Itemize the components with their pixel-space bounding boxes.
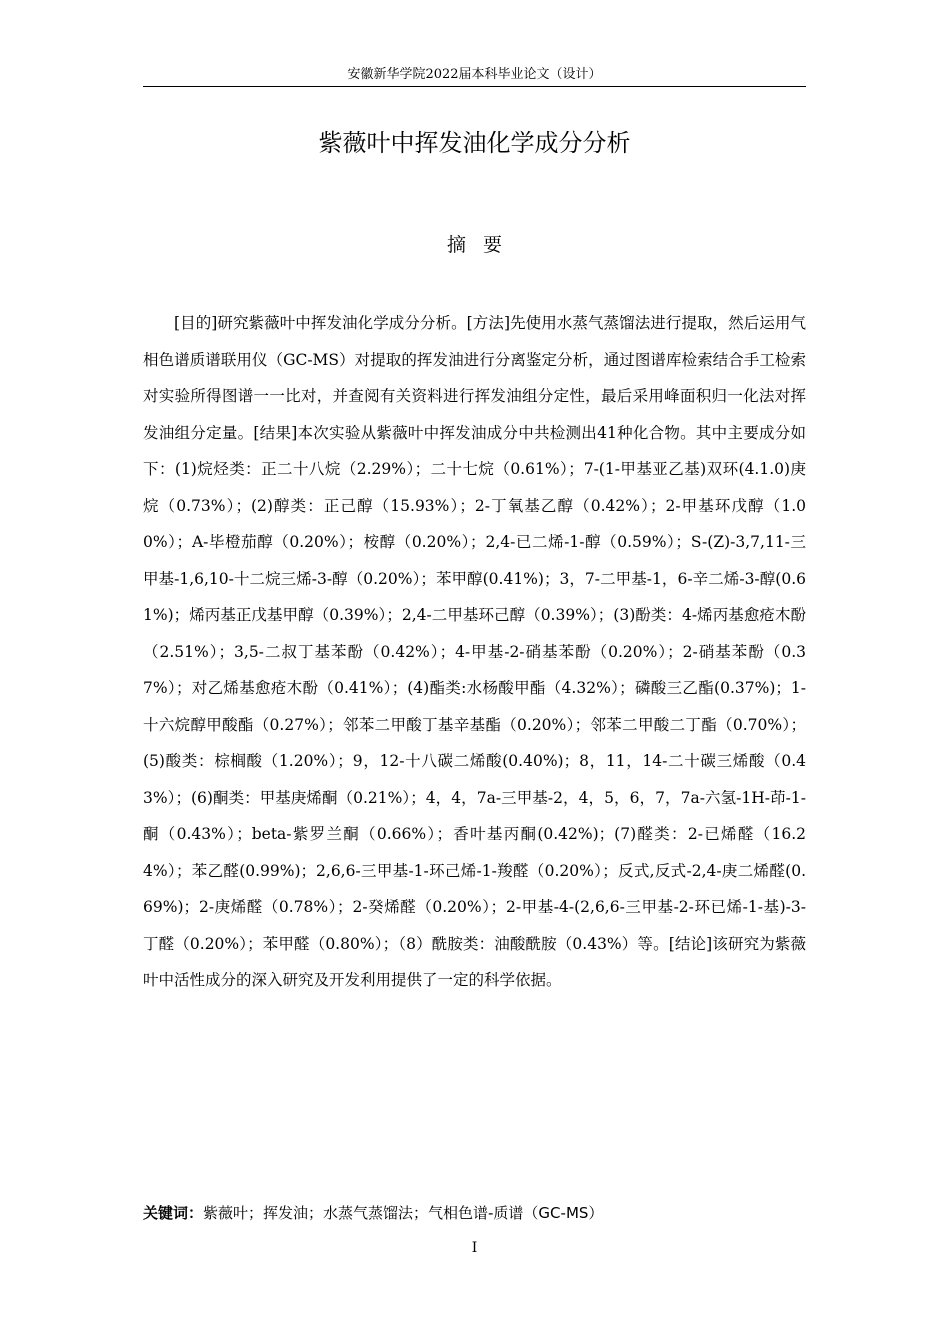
keywords-text: 紫薇叶；挥发油；水蒸气蒸馏法；气相色谱-质谱（GC-MS） [203,1204,604,1222]
keywords [143,1199,806,1227]
page-number: I [471,1240,478,1256]
keywords-label: 关键词： [143,1204,204,1222]
header-rule [143,86,806,87]
running-header: 安徽新华学院2022届本科毕业论文（设计） [347,67,602,82]
abstract-heading: 摘要 [446,234,520,256]
abstract-body: [目的]研究紫薇叶中挥发油化学成分分析。[方法]先使用水蒸气蒸馏法进行提取，然后运用气相色谱质谱联用仪（GC-MS）对提取的挥发油进行分离鉴定分析，通过图谱库检索结合手工检索对实验所得图谱一一比对，并查阅有关资料进行挥发油组分定性，最后采用峰面积归一化法对挥发油组分定量。[结果]本次实验从紫薇叶中挥发油成分中共检测出41种化合物。其中主要成分如下：(1)烷烃类：正二十八烷（2.29%）；二十七烷（0.61%）；7-(1-甲基亚乙基)双环(4.1.0)庚烷（0.73%）；(2)醇类：正己醇（15.93%）；2-丁氧基乙醇（0.42%）；2-甲基环戊醇（1.00%）；A-毕橙茄醇（0.20%）；桉醇（0.20%）；2,4-已二烯-1-醇（0.59%）；S-(Z)-3,7,11-三甲基-1,6,10-十二烷三烯-3-醇（0.20%）；苯甲醇(0.41%)；3，7-二甲基-1，6-辛二烯-3-醇(0.61%)；烯丙基正戊基甲醇（0.39%）；2,4-二甲基环己醇（0.39%）；(3)酚类：4-烯丙基愈疮木酚（2.51%）；3,5-二叔丁基苯酚（0.42%）；4-甲基-2-硝基苯酚（0.20%）；2-硝基苯酚（0.37%）；对乙烯基愈疮木酚（0.41%）；(4)酯类:水杨酸甲酯（4.32%）；磷酸三乙酯(0.37%)；1-十六烷醇甲酸酯（0.27%）；邻苯二甲酸丁基辛基酯（0.20%）；邻苯二甲酸二丁酯（0.70%）；(5)酸类：棕榈酸（1.20%）；9，12-十八碳二烯酸(0.40%)；8，11，14-二十碳三烯酸（0.43%）；(6)酮类：甲基庚烯酮（0.21%）；4，4，7a-三甲基-2，4，5，6，7，7a-六氢-1H-茚-1-酮（0.43%）；beta-紫罗兰酮（0.66%）；香叶基丙酮(0.42%)；(7)醛类：2-已烯醛（16.24%）；苯乙醛(0.99%)；2,6,6-三甲基-1-环己烯-1-羧醛（0.20%）；反式,反式-2,4-庚二烯醛(0.69%)；2-庚烯醛（0.78%）；2-癸烯醛（0.20%）；2-甲基-4-(2,6,6-三甲基-2-环已烯-1-基)-3-丁醛（0.20%）；苯甲醛（0.80%）；（8）酰胺类：油酸酰胺（0.43%）等。[结论]该研究为紫薇叶中活性成分的深入研究及开发利用提供了一定的科学依据。 [143,314,806,989]
paper-title: 紫薇叶中挥发油化学成分分析 [318,129,631,157]
